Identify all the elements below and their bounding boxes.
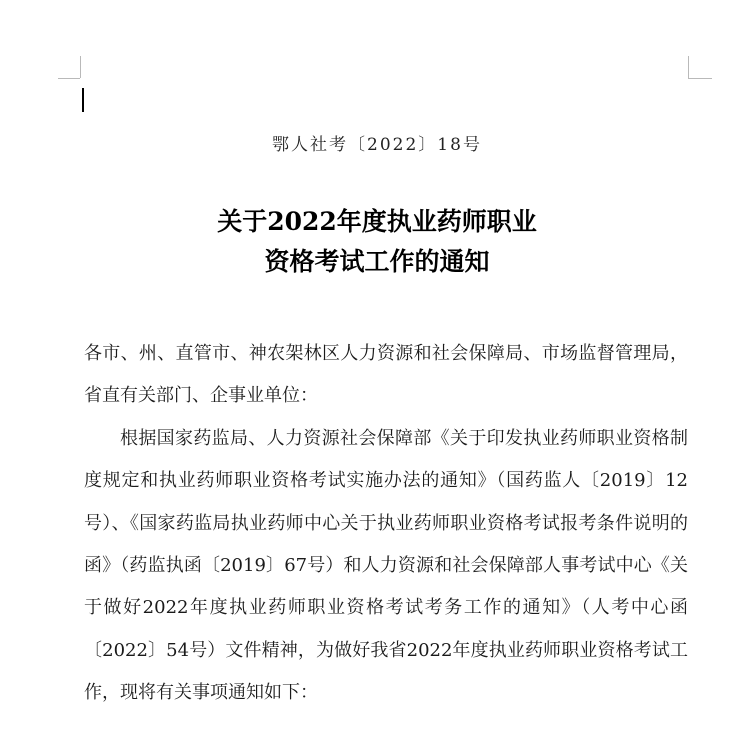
crop-mark-top-left	[58, 78, 80, 79]
document-title-line-2: 资格考试工作的通知	[264, 247, 490, 276]
document-title	[0, 202, 754, 282]
document-title-line-1: 关于2022年度执业药师职业	[217, 207, 537, 236]
document-body	[84, 333, 688, 715]
crop-mark-top-right	[688, 78, 712, 79]
salutation: 各市、州、直管市、神农架林区人力资源和社会保障局、市场监督管理局，省直有关部门、企事业单位：	[84, 343, 688, 407]
body-paragraph: 根据国家药监局、人力资源社会保障部《关于印发执业药师职业资格制度规定和执业药师职业资格考试实施办法的通知》（国药监人〔2019〕12号）、《国家药监局执业药师中心关于执业药师职业资格考试报考条件说明的函》（药监执函〔2019〕67号）和人力资源和社会保障部人事考试中心《关于做好2022年度执业药师职业资格考试考务工作的通知》（人考中心函〔2022〕54号）文件精神，为做好我省2022年度执业药师职业资格考试工作，现将有关事项通知如下：	[84, 427, 688, 704]
text-cursor	[82, 88, 84, 112]
crop-mark-top-right	[688, 56, 689, 78]
crop-mark-top-left	[80, 56, 81, 78]
document-number: 鄂人社考〔2022〕18号	[272, 135, 482, 155]
